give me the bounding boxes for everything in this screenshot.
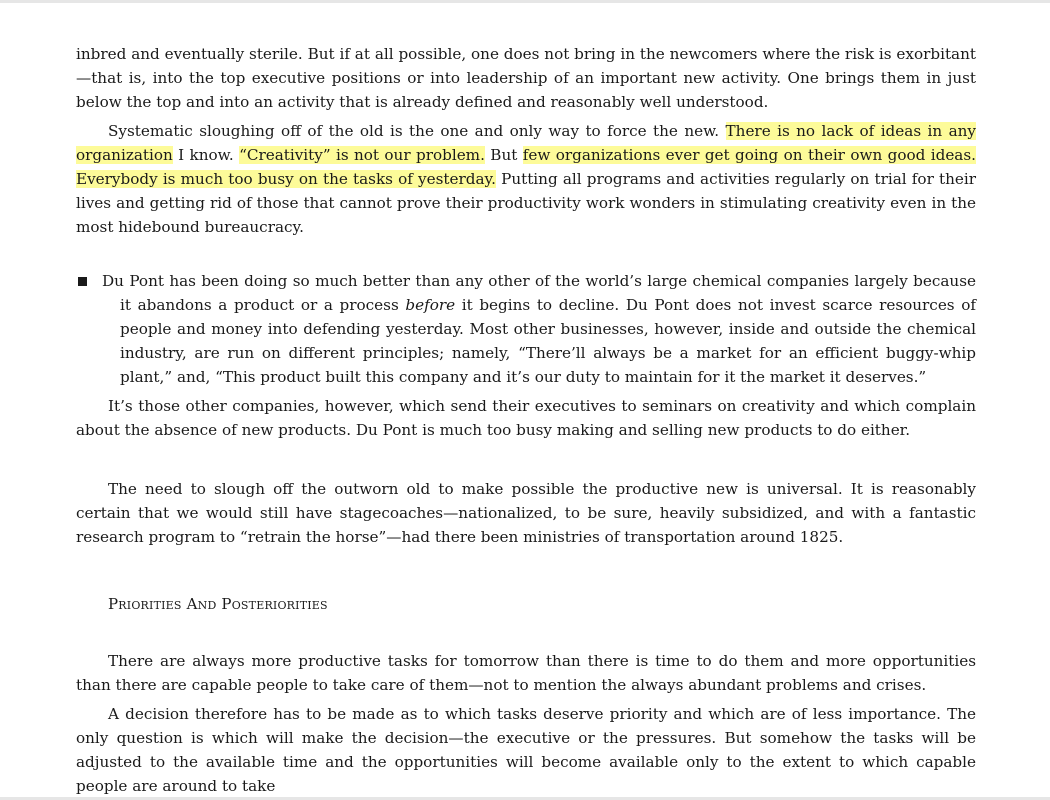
document-page (76, 42, 976, 798)
bullet-text (102, 269, 976, 389)
highlight-3[interactable]: few organizations ever get going on their own good ideas. Everybody is much too busy on the tasks of yesterday. (76, 146, 976, 188)
top-border (0, 0, 1050, 3)
bullet-text-2: it begins to decline. Du Pont does not invest scarce resources of people and money into defending yesterday. Most other businesses, however, inside and outside the chemical industry, are run on different principles; namely, “There’ll always be a market for an efficient buggy-whip plant,” and, “This product built this company and it’s our duty to maintain for it the market it deserves.” (120, 296, 976, 386)
bullet-emphasis: before (405, 296, 456, 314)
paragraph-4: The need to slough off the outworn old to make possible the productive new is universal. It is reasonably certain that we would still have stagecoaches—nationalized, to be sure, heavily subsidized, and with a fantastic research program to “retrain the horse”—had there been ministries of transportation around 1825. (76, 480, 976, 546)
paragraph-2-text-3: But (484, 146, 523, 164)
paragraph-2-text-1: Systematic sloughing off of the old is the one and only way to force the new. (108, 122, 726, 140)
square-bullet-icon (78, 277, 87, 286)
paragraph-2-text-2: I know. (172, 146, 240, 164)
paragraph-6: A decision therefore has to be made as to which tasks deserve priority and which are of less importance. The only question is which will make the decision—the executive or the pressures. But somehow the tasks will be adjusted to the available time and the opportunities will become available only to the extent to which capable people are around to take (76, 705, 976, 795)
paragraph-3: It’s those other companies, however, which send their executives to seminars on creativity and which complain about the absence of new products. Du Pont is much too busy making and selling new products to do either. (76, 397, 976, 439)
paragraph-1: inbred and eventually sterile. But if at all possible, one does not bring in the newcomers where the risk is exorbitant—that is, into the top executive positions or into leadership of an important new activity. One brings them in just below the top and into an activity that is already defined and reasonably well understood. (76, 45, 976, 111)
bullet-item-du-pont (76, 269, 976, 389)
paragraph-2-text-4: Putting all programs and activities regularly on trial for their lives and getting rid of those that cannot prove their productivity work wonders in stimulating creativity even in the most hidebound bureaucracy. (76, 170, 976, 236)
bullet-text-1: Du Pont has been doing so much better than any other of the world’s large chemical companies largely because it abandons a product or a process (102, 272, 976, 314)
section-heading: Priorities And Posteriorities (108, 595, 328, 613)
paragraph-5: There are always more productive tasks for tomorrow than there is time to do them and more opportunities than there are capable people to take care of them—not to mention the always abundant problems and crises. (76, 652, 976, 694)
highlight-1[interactable]: There is no lack of ideas in any organization (76, 122, 976, 164)
paragraph-2 (76, 119, 976, 239)
highlight-2[interactable]: “Creativity” is not our problem. (239, 146, 485, 164)
